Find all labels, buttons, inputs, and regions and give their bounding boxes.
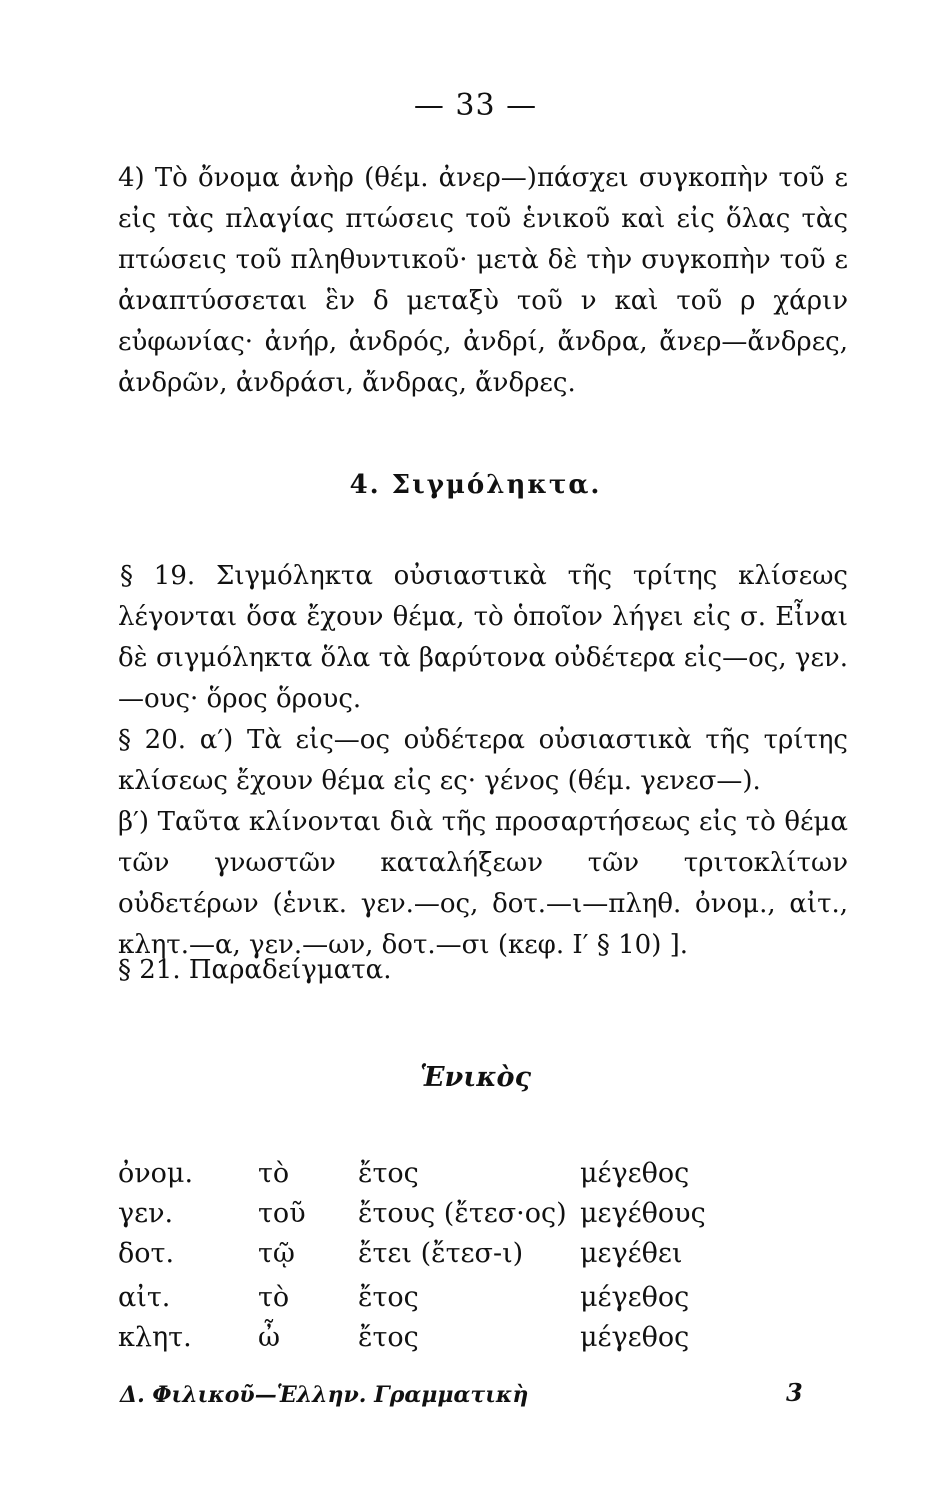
case-label: δοτ. [118,1238,175,1269]
declension-row-genitive [118,1198,858,1238]
article: τοῦ [258,1198,306,1229]
form-megethos: μεγέθους [580,1198,706,1229]
form-megethos: μέγεθος [580,1282,690,1313]
case-label: αἰτ. [118,1282,171,1313]
form-megethos: μεγέθει [580,1238,683,1269]
case-label: γεν. [118,1198,174,1229]
paragraph-20a: § 20. α′) Τὰ εἰς—ος οὐδέτερα οὐσιαστικὰ τῆς τρίτης κλίσεως ἔχουν θέμα εἰς ες· γένος (θέμ. γενεσ—). [118,725,848,796]
footer-sheet-number: 3 [786,1378,803,1407]
form-etos: ἔτει (ἔτεσ-ι) [358,1238,524,1269]
page-number: — 33 — [413,88,538,123]
form-etos: ἔτος [358,1322,419,1353]
paragraph-21: § 21. Παραδείγματα. [118,955,392,985]
paragraph-20b: β′) Ταῦτα κλίνονται διὰ τῆς προσαρτήσεως εἰς τὸ θέμα τῶν γνωστῶν καταλήξεων τῶν τριτοκλίτων οὐδετέρων (ἑνικ. γεν.—ος, δοτ.—ι—πληθ. ὀνομ., αἰτ., κλητ.—α, γεν.—ων, δοτ.—σι (κεφ. Ι′ § 10) ]. [118,807,848,960]
form-etos: ἔτους (ἔτεσ·ος) [358,1198,567,1229]
article: τὸ [258,1158,290,1189]
paragraph-aner: 4) Τὸ ὄνομα ἀνὴρ (θέμ. ἀνερ—)πάσχει συγκοπὴν τοῦ ε εἰς τὰς πλαγίας πτώσεις τοῦ ἑνικοῦ καὶ εἰς ὅλας τὰς πτώσεις τοῦ πληθυντικοῦ· μετὰ δὲ τὴν συγκοπὴν τοῦ ε ἀναπτύσσεται ἓν δ μεταξὺ τοῦ ν καὶ τοῦ ρ χάριν εὐφωνίας· ἀνήρ, ἀνδρός, ἀνδρί, ἄνδρα, ἄνερ—ἄνδρες, ἀνδρῶν, ἀνδράσι, ἄνδρας, ἄνδρες. [118,163,848,398]
declension-row-accusative [118,1282,858,1322]
footer-signature: Δ. Φιλικοῦ—Ἑλλην. Γραμματικὴ [120,1382,529,1408]
declension-row-vocative [118,1322,858,1362]
article: τὸ [258,1282,290,1313]
case-label: ὀνομ. [118,1158,194,1189]
form-megethos: μέγεθος [580,1158,690,1189]
declension-row-nominative [118,1158,858,1198]
form-etos: ἔτος [358,1158,419,1189]
article: τῷ [258,1238,295,1269]
form-etos: ἔτος [358,1282,419,1313]
article: ὦ [258,1322,281,1353]
case-label: κλητ. [118,1322,192,1353]
declension-heading: Ἑνικὸς [419,1062,532,1093]
paragraph-19: § 19. Σιγμόληκτα οὐσιαστικὰ τῆς τρίτης κλίσεως λέγονται ὅσα ἔχουν θέμα, τὸ ὁποῖον λήγει εἰς σ. Εἶναι δὲ σιγμόληκτα ὅλα τὰ βαρύτονα οὐδέτερα εἰς—ος, γεν.—ους· ὅρος ὅρους. [118,561,848,714]
form-megethos: μέγεθος [580,1322,690,1353]
declension-row-dative [118,1238,858,1278]
section-heading: 4. Σιγμόληκτα. [349,470,602,500]
